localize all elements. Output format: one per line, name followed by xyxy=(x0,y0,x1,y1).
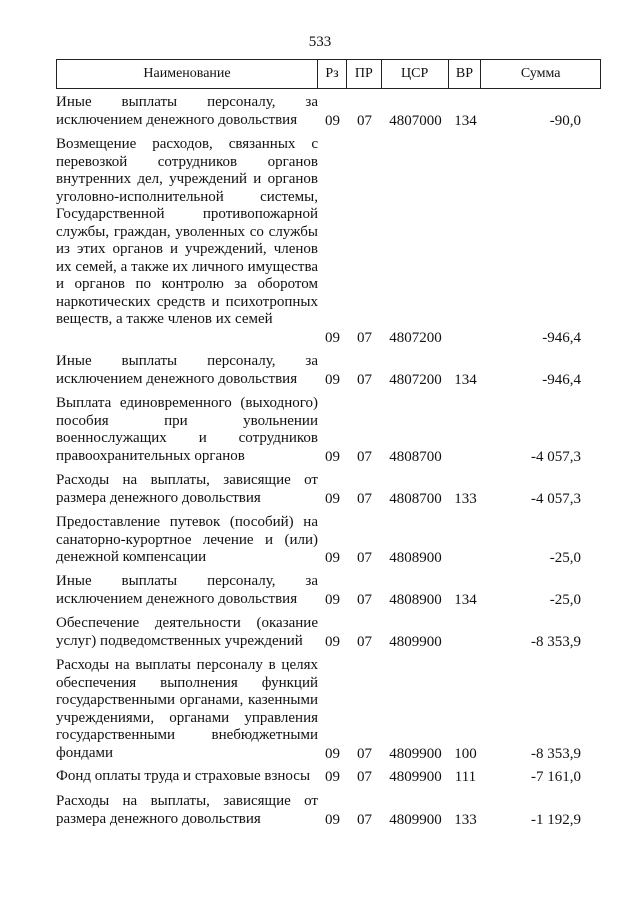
row-pr: 07 xyxy=(357,769,372,785)
row-name: Обеспечение деятельности (оказание услуг) подведомственных учреждений xyxy=(56,615,318,649)
row-pr: 07 xyxy=(357,746,372,762)
row-csr: 4809900 xyxy=(389,746,442,762)
row-vr: 111 xyxy=(454,769,477,785)
table-header xyxy=(56,59,601,89)
row-name: Возмещение расходов, связанных с перевозкой сотрудников органов внутренних дел, учреждений и органов уголовно-исполнительной системы, Государственной противопожарной службы, граждан, уволенных со службы из этих органов и учреждений, членов их семей, а также их личного имущества и органов по контролю за оборотом наркотических средств и психотропных веществ, а также членов их семей xyxy=(56,136,318,327)
row-pr: 07 xyxy=(357,634,372,650)
column-header-name: Наименование xyxy=(57,60,318,88)
row-sum: -4 057,3 xyxy=(531,491,581,507)
row-sum: -8 353,9 xyxy=(531,634,581,650)
row-sum: -946,4 xyxy=(542,372,581,388)
row-sum: -90,0 xyxy=(549,113,581,129)
row-rz: 09 xyxy=(325,634,340,650)
row-rz: 09 xyxy=(325,113,340,129)
row-name: Фонд оплаты труда и страховые взносы xyxy=(56,768,311,784)
row-name: Выплата единовременного (выходного) пособия при увольнении военнослужащих и сотрудников правоохранительных органов xyxy=(56,395,318,464)
row-sum: -946,4 xyxy=(542,330,581,346)
table-row xyxy=(56,615,601,651)
table-row xyxy=(56,472,601,508)
row-sum: -4 057,3 xyxy=(531,449,581,465)
row-csr: 4808900 xyxy=(389,550,442,566)
row-pr: 07 xyxy=(357,372,372,388)
table-row xyxy=(56,514,601,567)
table-row xyxy=(56,573,601,609)
row-name: Иные выплаты персоналу, за исключением денежного довольствия xyxy=(56,573,318,607)
row-name: Расходы на выплаты, зависящие от размера денежного довольствия xyxy=(56,793,318,827)
row-vr xyxy=(449,329,482,347)
table-row xyxy=(56,768,601,786)
table-row xyxy=(56,136,601,347)
row-name: Предоставление путевок (пособий) на санаторно-курортное лечение и (или) денежной компенсации xyxy=(56,514,318,565)
table-row xyxy=(56,353,601,389)
row-rz: 09 xyxy=(325,746,340,762)
row-csr: 4808900 xyxy=(389,592,442,608)
row-rz: 09 xyxy=(325,491,340,507)
row-pr: 07 xyxy=(357,812,372,828)
column-header-pr: ПР xyxy=(347,60,382,88)
row-pr: 07 xyxy=(357,592,372,608)
row-name: Расходы на выплаты, зависящие от размера денежного довольствия xyxy=(56,472,318,506)
row-pr: 07 xyxy=(357,491,372,507)
row-pr: 07 xyxy=(357,113,372,129)
row-rz: 09 xyxy=(325,769,340,785)
row-vr: 133 xyxy=(454,812,477,828)
table-row xyxy=(56,395,601,466)
row-vr: 134 xyxy=(454,592,477,608)
row-csr: 4808700 xyxy=(389,449,442,465)
row-name: Расходы на выплаты персоналу в целях обеспечения выполнения функций государственными органами, казенными учреждениями, органами управления государственными внебюджетными фондами xyxy=(56,657,318,761)
row-rz: 09 xyxy=(325,449,340,465)
row-rz: 09 xyxy=(325,372,340,388)
row-csr: 4809900 xyxy=(389,769,442,785)
row-vr xyxy=(449,633,482,651)
row-rz: 09 xyxy=(325,812,340,828)
column-header-csr: ЦСР xyxy=(382,60,449,88)
column-header-vr: ВР xyxy=(449,60,482,88)
row-name: Иные выплаты персоналу, за исключением денежного довольствия xyxy=(56,353,318,387)
table-row xyxy=(56,793,601,829)
row-sum: -25,0 xyxy=(549,592,581,608)
column-header-sum: Сумма xyxy=(520,66,561,81)
row-pr: 07 xyxy=(357,449,372,465)
page-number: 533 xyxy=(308,34,332,50)
row-vr xyxy=(449,549,482,567)
row-csr: 4807200 xyxy=(389,372,442,388)
row-vr: 133 xyxy=(454,491,477,507)
row-pr: 07 xyxy=(357,550,372,566)
row-csr: 4809900 xyxy=(389,812,442,828)
row-sum: -8 353,9 xyxy=(531,746,581,762)
column-header-rz: Рз xyxy=(318,60,347,88)
row-vr xyxy=(449,448,482,466)
row-rz: 09 xyxy=(325,592,340,608)
row-name: Иные выплаты персоналу, за исключением денежного довольствия xyxy=(56,94,318,128)
row-vr: 134 xyxy=(454,372,477,388)
row-csr: 4807200 xyxy=(389,330,442,346)
row-csr: 4808700 xyxy=(389,491,442,507)
row-pr: 07 xyxy=(357,330,372,346)
row-sum: -1 192,9 xyxy=(531,812,581,828)
row-vr: 100 xyxy=(454,746,477,762)
row-rz: 09 xyxy=(325,330,340,346)
row-csr: 4809900 xyxy=(389,634,442,650)
row-vr: 134 xyxy=(454,113,477,129)
table-row xyxy=(56,657,601,763)
row-sum: -25,0 xyxy=(549,550,581,566)
table-row xyxy=(56,94,601,130)
row-csr: 4807000 xyxy=(389,113,442,129)
row-sum: -7 161,0 xyxy=(531,769,581,785)
row-rz: 09 xyxy=(325,550,340,566)
